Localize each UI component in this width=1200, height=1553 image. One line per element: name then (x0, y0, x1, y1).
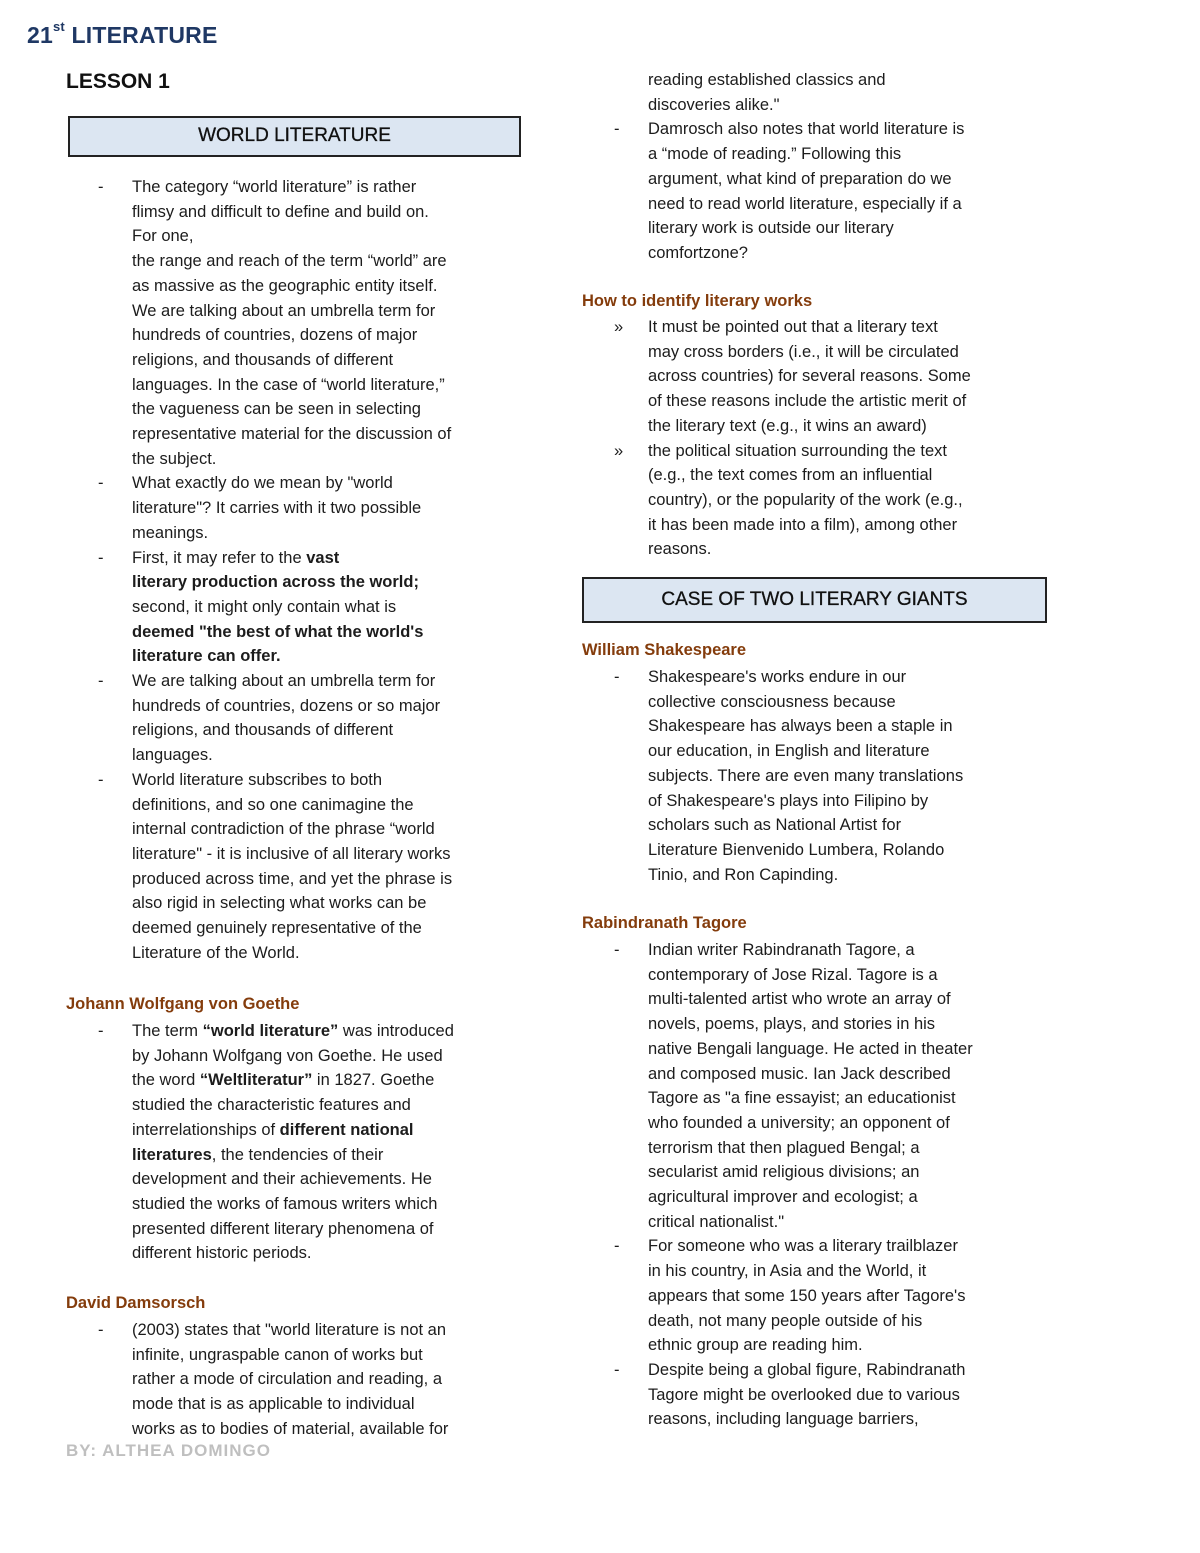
identify-list (582, 315, 1052, 562)
list-item: - The category “world literature” is rather flimsy and difficult to define and build on. For one, the range and reach of the term “world” are as massive as the geographic entity itself. We are talking about an umbrella term for hundreds of countries, dozens of major religions, and thousands of different languages. In the case of “world literature,” the vagueness can be seen in selecting representative material for the discussion of the subject. (66, 175, 536, 471)
list-item: - For someone who was a literary trailblazer in his country, in Asia and the World, it appears that some 150 years after Tagore's death, not many people outside of his ethnic group are reading him. (582, 1234, 1052, 1358)
list-item: - We are talking about an umbrella term for hundreds of countries, dozens or so major religions, and thousands of different languages. (66, 669, 536, 768)
list-item: reading established classics and discoveries alike." (648, 71, 886, 114)
goethe-heading: Johann Wolfgang von Goethe (66, 995, 300, 1013)
dash-marker: - (98, 672, 104, 691)
list-item: - Damrosch also notes that world literature is a “mode of reading.” Following this argument, what kind of preparation do we need to read world literature, especially if a literary work is outside our literary comfortzone? (582, 117, 1052, 265)
box-world-literature: WORLD LITERATURE (68, 116, 521, 157)
list-item: - Shakespeare's works endure in our collective consciousness because Shakespeare has always been a staple in our education, in English and literature subjects. There are even many translations of Shakespeare's plays into Filipino by scholars such as National Artist for Literature Bienvenido Lumbera, Rolando Tinio, and Ron Capinding. (582, 665, 1052, 887)
list-item: » the political situation surrounding the text (e.g., the text comes from an influential country), or the popularity of the work (e.g., it has been made into a film), among other reasons. (582, 439, 1052, 563)
world-literature-list (66, 175, 536, 966)
box-two-giants: CASE OF TWO LITERARY GIANTS (582, 577, 1047, 623)
damrosch-list (66, 1318, 536, 1442)
shakespeare-list (582, 665, 1052, 887)
shakespeare-heading: William Shakespeare (582, 641, 747, 659)
dash-marker: - (614, 120, 620, 139)
dash-marker: - (98, 474, 104, 493)
dash-marker: - (98, 548, 104, 567)
list-item: - (2003) states that "world literature is not an infinite, ungraspable canon of works but rather a mode of circulation and reading, a mode that is as applicable to individual works as to bodies of material, available for (66, 1318, 536, 1442)
tagore-heading: Rabindranath Tagore (582, 914, 747, 932)
dash-marker: - (614, 668, 620, 686)
damrosch-heading: David Damsorsch (66, 1294, 206, 1312)
damrosch-continuation (582, 68, 1052, 266)
dash-marker: - (98, 1022, 104, 1040)
arrow-marker: » (614, 318, 624, 336)
lesson-title: LESSON 1 (66, 70, 170, 93)
list-item: » It must be pointed out that a literary text may cross borders (i.e., it will be circulated across countries) for several reasons. Some of these reasons include the artistic merit of the literary text (e.g., it wins an award) (582, 315, 1052, 439)
list-item: - First, it may refer to the vast literary production across the world; second, it might only contain what is deemed "the best of what the world's literature can offer. (66, 546, 536, 670)
dash-marker: - (98, 1321, 104, 1339)
header-title: 21st LITERATURE (27, 19, 218, 48)
list-item: - What exactly do we mean by "world literature"? It carries with it two possible meanings. (66, 471, 536, 545)
tagore-list (582, 938, 1052, 1432)
list-item: - Despite being a global figure, Rabindranath Tagore might be overlooked due to various reasons, including language barriers, (582, 1358, 1052, 1432)
footer-author: BY: ALTHEA DOMINGO (66, 1441, 271, 1460)
dash-marker: - (98, 178, 104, 196)
dash-marker: - (614, 1237, 620, 1256)
goethe-list (66, 1019, 536, 1266)
dash-marker: - (614, 1360, 620, 1379)
list-item: - The term “world literature” was introduced by Johann Wolfgang von Goethe. He used the word “Weltliteratur” in 1827. Goethe studied the characteristic features and interrelationships of different national literatures, the tendencies of their development and their achievements. He studied the works of famous writers which presented different literary phenomena of different historic periods. (66, 1019, 536, 1266)
arrow-marker: » (614, 441, 624, 460)
list-item: - World literature subscribes to both definitions, and so one canimagine the internal contradiction of the phrase “world literature" - it is inclusive of all literary works produced across time, and yet the phrase is also rigid in selecting what works can be deemed genuinely representative of the Literature of the World. (66, 768, 536, 966)
list-item: - Indian writer Rabindranath Tagore, a contemporary of Jose Rizal. Tagore is a multi-talented artist who wrote an array of novels, poems, plays, and stories in his native Bengali language. He acted in theater and composed music. Ian Jack described Tagore as "a fine essayist; an educationist who founded a university; an opponent of terrorism that then plagued Bengal; a secularist amid religious divisions; an agricultural improver and ecologist; a critical nationalist." (582, 938, 1052, 1234)
dash-marker: - (98, 770, 104, 789)
identify-heading: How to identify literary works (582, 292, 813, 310)
dash-marker: - (614, 941, 620, 959)
